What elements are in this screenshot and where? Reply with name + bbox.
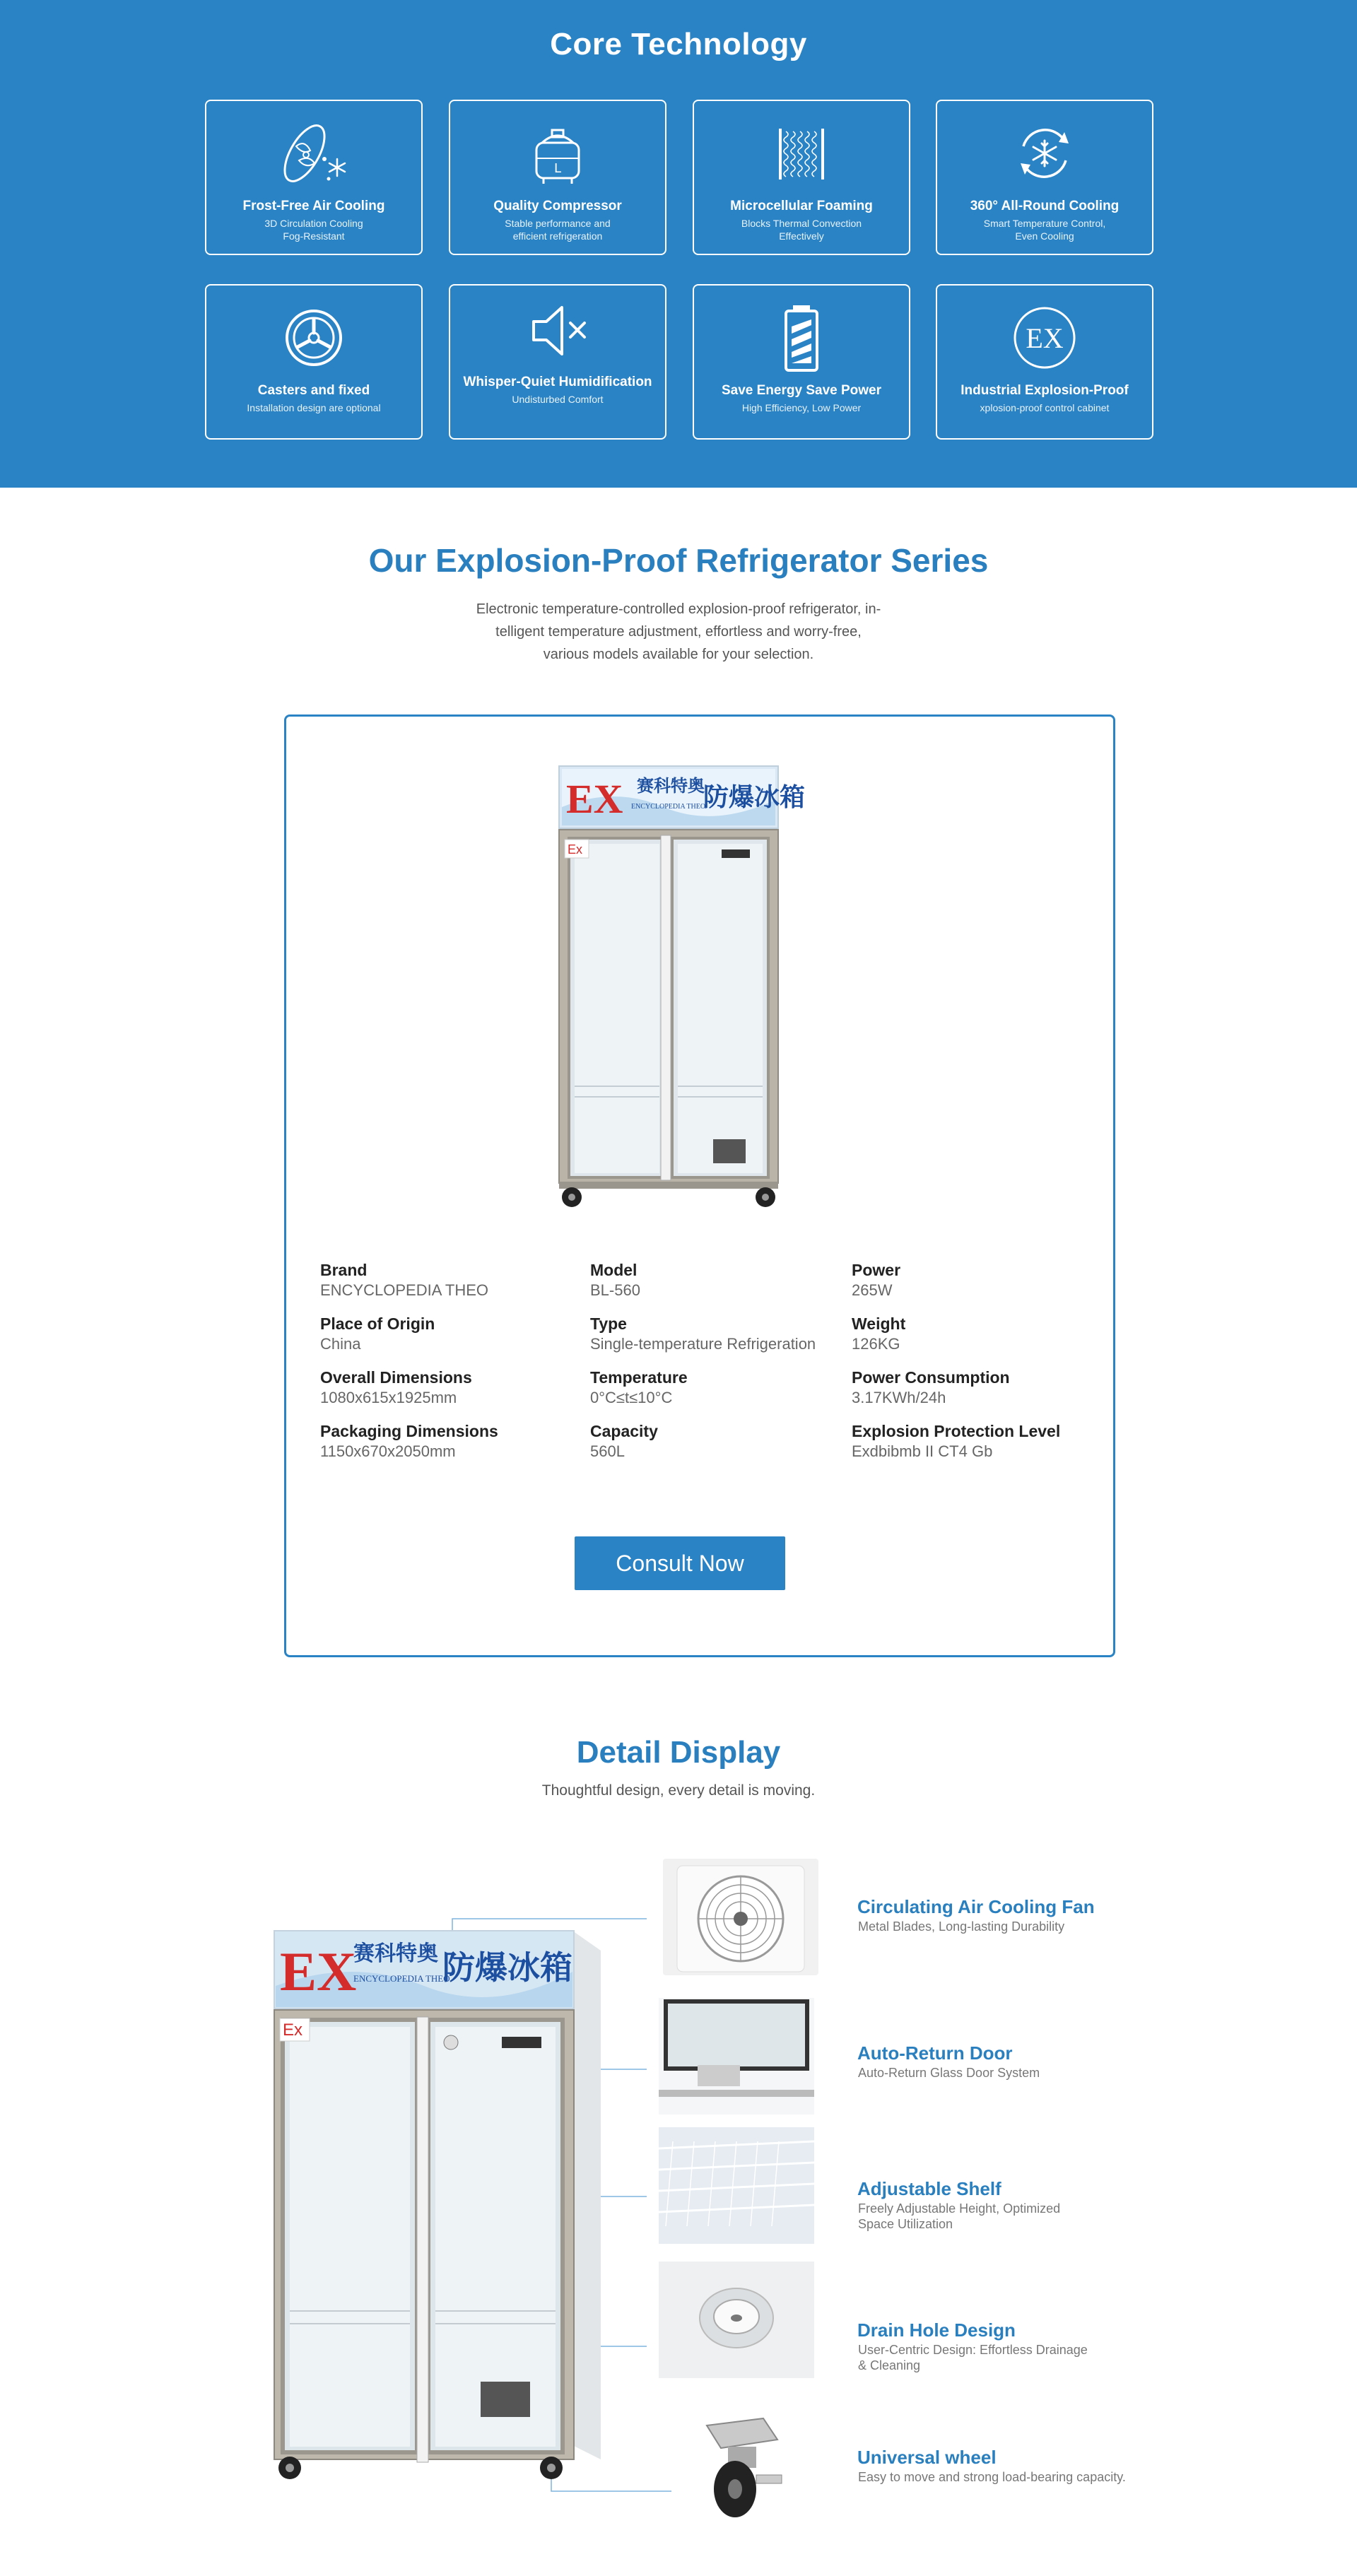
feature-name-wheel: Universal wheel (857, 2447, 997, 2468)
tech-card-name: Industrial Explosion-Proof (961, 383, 1129, 398)
spec-label: Power (852, 1261, 901, 1279)
tech-card-name: 360° All-Round Cooling (970, 199, 1120, 213)
tech-card-all-round-cooling (936, 100, 1153, 255)
wheel-icon (206, 302, 421, 373)
product-image (558, 765, 806, 1213)
core-technology-section (0, 0, 1357, 488)
spec-value: China (320, 1335, 361, 1353)
spec-origin (320, 1313, 435, 1354)
tech-card-desc: High Efficiency, Low Power (741, 402, 862, 413)
tech-card-foaming (693, 100, 910, 255)
spec-value: ENCYCLOPEDIA THEO (320, 1281, 488, 1299)
spec-label: Brand (320, 1261, 368, 1279)
tech-card-desc: xplosion-proof control cabinet (980, 402, 1110, 413)
feature-name-door: Auto-Return Door (857, 2042, 1013, 2064)
image-ex-mark: EX (280, 1941, 357, 2002)
spec-value: 126KG (852, 1335, 900, 1353)
image-small-ex: Ex (283, 2021, 303, 2040)
ex-badge-icon (937, 302, 1152, 373)
thumb-fan (663, 1859, 818, 1975)
tech-card-desc: 3D Circulation Cooling Fog-Resistant (264, 218, 363, 242)
feature-desc-fan: Metal Blades, Long-lasting Durability (858, 1919, 1065, 1934)
tech-card-save-energy (693, 284, 910, 440)
spec-capacity (590, 1421, 658, 1462)
tech-card-quiet (449, 284, 666, 440)
detail-fridge-image (269, 1922, 601, 2491)
tech-card-explosion-proof (936, 284, 1153, 440)
mute-speaker-icon (450, 295, 665, 366)
spec-label: Power Consumption (852, 1368, 1010, 1387)
image-brand-cn: 赛科特奥 (637, 776, 705, 796)
spec-power-consumption (852, 1367, 1010, 1408)
image-brand-cn: 赛科特奥 (353, 1941, 438, 1966)
spec-label: Packaging Dimensions (320, 1422, 498, 1440)
tech-card-compressor (449, 100, 666, 255)
tech-card-desc: Undisturbed Comfort (512, 394, 604, 405)
spec-value: Single-temperature Refrigeration (590, 1335, 816, 1353)
spec-value: 265W (852, 1281, 893, 1299)
feature-desc-door: Auto-Return Glass Door System (858, 2066, 1040, 2080)
spec-power (852, 1259, 900, 1300)
tech-card-name: Quality Compressor (493, 199, 622, 213)
spec-packaging-dimensions (320, 1421, 498, 1462)
image-product-cn: 防爆冰箱 (442, 1948, 572, 1987)
thumb-wheel (678, 2404, 834, 2521)
tech-card-desc: Blocks Thermal Convection Effectively (741, 218, 862, 242)
spec-value: 560L (590, 1442, 625, 1460)
tech-card-frost-free (205, 100, 423, 255)
tech-card-desc: Stable performance and efficient refrigeration (505, 218, 611, 242)
feature-name-drain: Drain Hole Design (857, 2319, 1016, 2341)
feature-name-shelf: Adjustable Shelf (857, 2178, 1001, 2199)
spec-label: Overall Dimensions (320, 1368, 472, 1387)
tech-card-name: Casters and fixed (257, 383, 370, 398)
series-intro: Electronic temperature-controlled explosion-proof refrigerator, in- telligent temperature adjustment, effortless and worry-free, various models available for your selection. (476, 601, 881, 662)
thumb-drain (659, 2262, 814, 2378)
svg-text:L: L (553, 161, 562, 176)
battery-icon (694, 302, 909, 373)
image-product-cn: 防爆冰箱 (703, 783, 806, 812)
tech-card-desc: Installation design are optional (247, 402, 381, 413)
spec-label: Weight (852, 1315, 906, 1333)
spec-value: BL-560 (590, 1281, 640, 1299)
compressor-icon (450, 118, 665, 189)
spec-label: Temperature (590, 1368, 688, 1387)
image-brand-en: ENCYCLOPEDIA THEO (631, 803, 706, 811)
series-title: Our Explosion-Proof Refrigerator Series (368, 542, 989, 579)
tech-card-name: Whisper-Quiet Humidification (463, 375, 652, 389)
tech-card-casters (205, 284, 423, 440)
spec-brand (320, 1259, 488, 1300)
spec-temperature (590, 1367, 688, 1408)
tech-card-desc: Smart Temperature Control, Even Cooling (983, 218, 1106, 242)
detail-subtitle: Thoughtful design, every detail is moving. (541, 1782, 816, 1799)
spec-label: Place of Origin (320, 1315, 435, 1333)
foam-panel-icon (694, 118, 909, 189)
feature-name-fan: Circulating Air Cooling Fan (857, 1896, 1095, 1917)
spec-value: Exdbibmb II CT4 Gb (852, 1442, 993, 1460)
spec-value: 1080x615x1925mm (320, 1389, 457, 1406)
spec-label: Capacity (590, 1422, 658, 1440)
feature-desc-drain: User-Centric Design: Effortless Drainage & Cleaning (858, 2343, 1088, 2372)
spec-value: 3.17KWh/24h (852, 1389, 946, 1406)
image-brand-en: ENCYCLOPEDIA THEO (353, 1973, 450, 1984)
feature-desc-wheel: Easy to move and strong load-bearing capacity. (858, 2470, 1126, 2484)
svg-text:EX: EX (1026, 322, 1064, 354)
spec-value: 0°C≤t≤10°C (590, 1389, 673, 1406)
spec-label: Type (590, 1315, 627, 1333)
spec-weight (852, 1313, 905, 1354)
thumb-door (659, 1998, 814, 2115)
spec-explosion-protection-level (852, 1421, 1060, 1462)
image-small-ex: Ex (568, 842, 583, 857)
consult-now-button[interactable]: Consult Now (575, 1536, 785, 1590)
tech-card-name: Frost-Free Air Cooling (242, 199, 385, 213)
tech-card-name: Save Energy Save Power (721, 383, 881, 398)
cycle-snowflake-icon (937, 118, 1152, 189)
spec-type (590, 1313, 816, 1354)
core-technology-title: Core Technology (550, 27, 807, 61)
feature-desc-shelf: Freely Adjustable Height, Optimized Space Utilization (858, 2201, 1061, 2231)
image-ex-mark: EX (566, 776, 623, 822)
spec-label: Explosion Protection Level (852, 1422, 1061, 1440)
spec-model (590, 1259, 640, 1300)
spec-label: Model (590, 1261, 638, 1279)
tech-card-name: Microcellular Foaming (730, 199, 873, 213)
thumb-shelf (659, 2127, 814, 2244)
spec-value: 1150x670x2050mm (320, 1442, 456, 1460)
fan-snowflake-icon (206, 118, 421, 189)
spec-overall-dimensions (320, 1367, 472, 1408)
product-card (284, 714, 1115, 1657)
detail-title: Detail Display (576, 1735, 781, 1770)
